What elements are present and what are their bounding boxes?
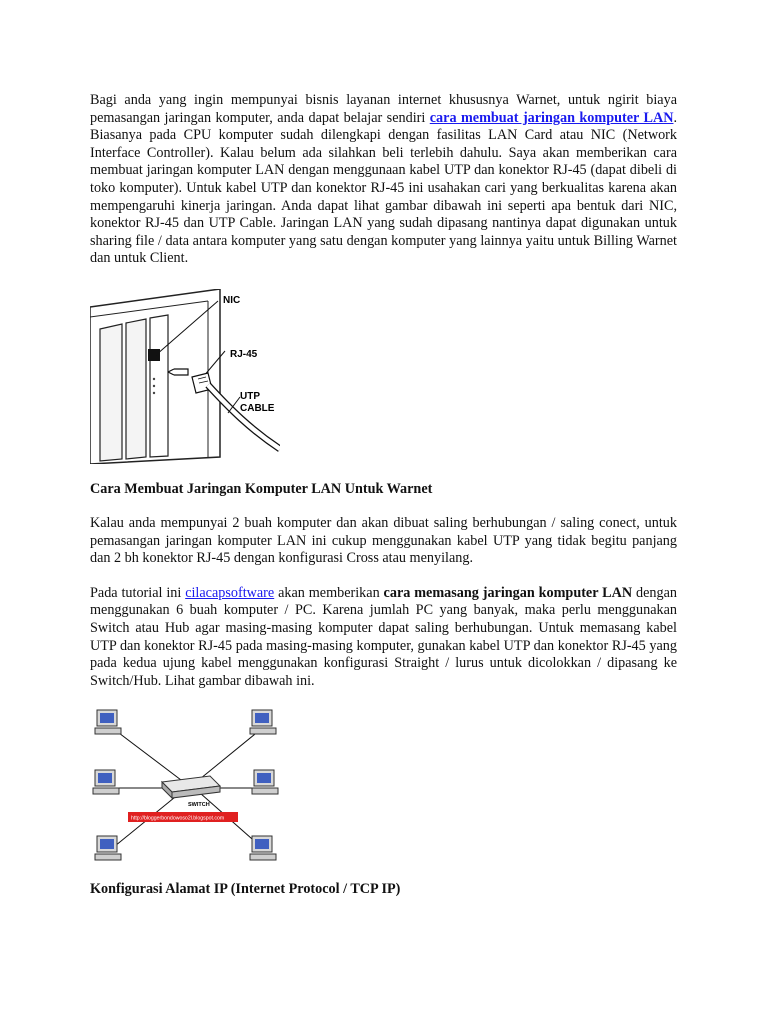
tutorial-bold-text: cara memasang jaringan komputer LAN xyxy=(383,584,633,601)
intro-text-2: . Biasanya pada CPU komputer sudah dilengkapi dengan fasilitas LAN Card atau NIC (Network Interface Controller). Kalau belum ada silahkan beli terlebih dahulu. Saya akan memberikan cara membuat jaringan komputer LAN dengan menggunaan kabel UTP dan konektor RJ-45 (dapat dibeli di toko komputer). Untuk kabel UTP dan konektor RJ-45 ini usahakan cari yang berkualitas karena akan mempengaruhi kinerja jaringan. Anda dapat lihat gambar dibawah ini seperti apa bentuk dari NIC, konektor RJ-45 dan UTP Cable. Jaringan LAN yang sudah dipasang nantinya dapat digunakan untuk sharing file / data antara komputer yang satu dengan komputer yang lainnya yaitu untuk Billing Warnet dan untuk Client. xyxy=(90,109,677,267)
paragraph-two-computers: Kalau anda mempunyai 2 buah komputer dan akan dibuat saling berhubungan / saling conect, untuk pemasangan jaringan komputer LAN ini cukup menggunakan kabel UTP yang tidak begitu panjang dan 2 bh konektor RJ-45 dengan konfigurasi Cross atau menyilang. xyxy=(90,514,677,567)
nic-label: NIC xyxy=(223,294,241,306)
intro-paragraph xyxy=(90,92,677,268)
tutorial-text-1: Pada tutorial ini xyxy=(90,584,186,601)
paragraph-tutorial xyxy=(90,585,677,691)
intro-text-1: Bagi anda yang ingin mempunyai bisnis layanan internet khususnya Warnet, untuk ngirit biaya pemasangan jaringan komputer, anda dapat belajar sendiri xyxy=(90,92,677,126)
pc-icon xyxy=(250,836,276,860)
pc-icon xyxy=(252,770,278,794)
tutorial-text-3: dengan menggunakan 6 buah komputer / PC. Karena jumlah PC yang banyak, maka perlu menggunakan Switch atau Hub agar masing-masing komputer dapat saling berhubungan. Untuk memasang kabel UTP dan konektor RJ-45 pada masing-masing komputer, gunakan kabel UTP dan konektor RJ-45 yang pada kedua ujung kabel menggunakan konfigurasi Straight / lurus untuk dicolokkan / dipasang ke Switch/Hub. Lihat gambar dibawah ini. xyxy=(90,584,677,689)
document-page xyxy=(90,92,677,898)
switch-network-figure xyxy=(90,708,285,868)
pc-icon xyxy=(95,710,121,734)
switch-label: SWITCH xyxy=(188,802,210,809)
link-cilacapsoftware[interactable]: cilacapsoftware xyxy=(185,584,275,601)
link-cara-membuat-jaringan[interactable]: cara membuat jaringan komputer LAN xyxy=(429,109,674,126)
cable-label: CABLE xyxy=(240,402,275,414)
heading-cara-membuat: Cara Membuat Jaringan Komputer LAN Untuk Warnet xyxy=(90,480,433,497)
heading-konfigurasi-ip: Konfigurasi Alamat IP (Internet Protocol / TCP IP) xyxy=(90,881,401,898)
pc-icon xyxy=(250,710,276,734)
utp-label: UTP xyxy=(240,390,260,402)
pc-icon xyxy=(95,836,121,860)
nic-rj45-utp-figure xyxy=(90,289,280,464)
tutorial-text-2: akan memberikan xyxy=(274,584,384,601)
url-banner-text: http://bloggerbondowoso2l.blogspot.com xyxy=(131,815,225,822)
rj45-label: RJ-45 xyxy=(230,348,258,360)
pc-icon xyxy=(93,770,119,794)
